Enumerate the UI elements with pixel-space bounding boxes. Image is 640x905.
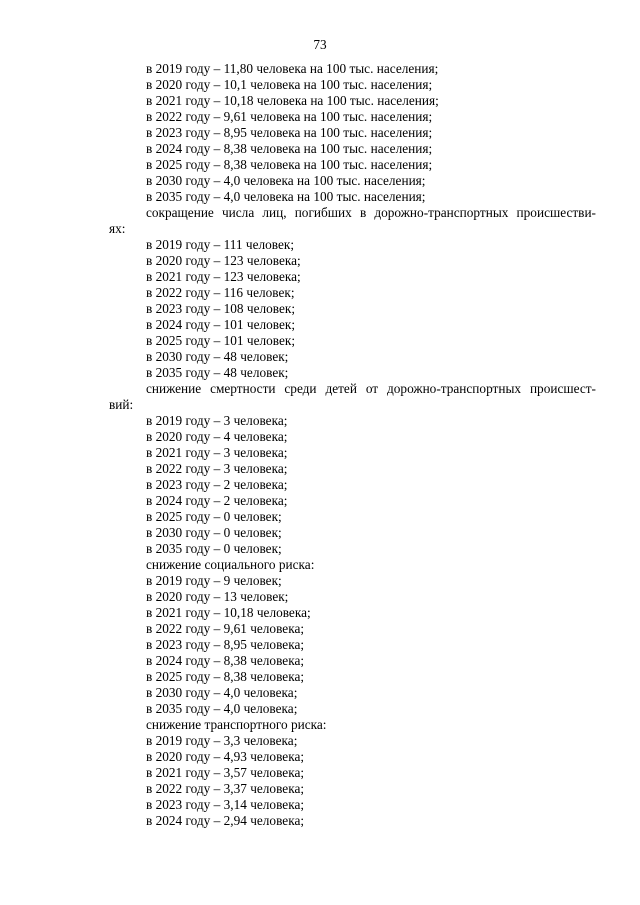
list-item: в 2022 году – 9,61 человека; [146,621,305,636]
list-item: в 2025 году – 8,38 человека на 100 тыс. населения; [146,157,433,172]
list-item: в 2025 году – 8,38 человека; [146,669,305,684]
list-item: в 2022 году – 9,61 человека на 100 тыс. населения; [146,109,433,124]
list-item: в 2023 году – 2 человека; [146,477,288,492]
list-item: в 2021 году – 3,57 человека; [146,765,305,780]
list-item: в 2021 году – 10,18 человека на 100 тыс. населения; [146,93,439,108]
list-item: в 2021 году – 123 человека; [146,269,301,284]
section-heading-line: снижение транспортного риска: [146,717,327,732]
list-item: в 2022 году – 3 человека; [146,461,288,476]
list-item: в 2024 году – 8,38 человека; [146,653,305,668]
list-item: в 2022 году – 116 человек; [146,285,295,300]
list-item: в 2035 году – 4,0 человека; [146,701,298,716]
list-item: в 2020 году – 13 человек; [146,589,289,604]
list-item: в 2020 году – 4,93 человека; [146,749,305,764]
section-heading-line: вий: [109,397,134,412]
list-item: в 2021 году – 3 человека; [146,445,288,460]
list-item: в 2035 году – 0 человек; [146,541,282,556]
list-item: в 2020 году – 10,1 человека на 100 тыс. населения; [146,77,433,92]
list-item: в 2019 году – 111 человек; [146,237,295,252]
section-heading-line: снижение социального риска: [146,557,315,572]
list-item: в 2022 году – 3,37 человека; [146,781,305,796]
list-item: в 2030 году – 48 человек; [146,349,289,364]
list-item: в 2030 году – 4,0 человека; [146,685,298,700]
list-item: в 2024 году – 2,94 человека; [146,813,305,828]
section-heading-line: снижение смертности среди детей от дорожно-транспортных происшест- [146,381,596,396]
list-item: в 2023 году – 108 человек; [146,301,296,316]
list-item: в 2024 году – 101 человек; [146,317,296,332]
list-item: в 2024 году – 2 человека; [146,493,288,508]
list-item: в 2021 году – 10,18 человека; [146,605,311,620]
list-item: в 2030 году – 4,0 человека на 100 тыс. населения; [146,173,426,188]
document-body [109,61,596,829]
list-item: в 2023 году – 8,95 человека на 100 тыс. населения; [146,125,433,140]
list-item: в 2019 году – 3,3 человека; [146,733,298,748]
list-item: в 2019 году – 9 человек; [146,573,282,588]
list-item: в 2023 году – 8,95 человека; [146,637,305,652]
list-item: в 2025 году – 101 человек; [146,333,296,348]
list-item: в 2019 году – 3 человека; [146,413,288,428]
list-item: в 2023 году – 3,14 человека; [146,797,305,812]
list-item: в 2025 году – 0 человек; [146,509,282,524]
list-item: в 2035 году – 4,0 человека на 100 тыс. населения; [146,189,426,204]
list-item: в 2024 году – 8,38 человека на 100 тыс. населения; [146,141,433,156]
list-item: в 2020 году – 4 человека; [146,429,288,444]
page-number: 73 [313,37,327,52]
list-item: в 2019 году – 11,80 человека на 100 тыс. населения; [146,61,439,76]
list-item: в 2020 году – 123 человека; [146,253,301,268]
section-heading-line: ях: [109,221,126,236]
list-item: в 2035 году – 48 человек; [146,365,289,380]
list-item: в 2030 году – 0 человек; [146,525,282,540]
section-heading-line: сокращение числа лиц, погибших в дорожно-транспортных происшестви- [146,205,596,220]
